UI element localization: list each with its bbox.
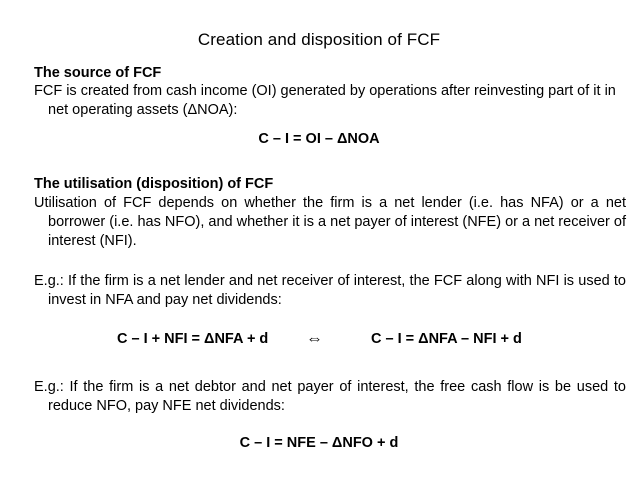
source-text: FCF is created from cash income (OI) generated by operations after reinvesting part of it in net operating assets (ΔNOA): — [34, 83, 616, 118]
equivalence-symbol: ⇔ — [306, 329, 323, 348]
source-heading: The source of FCF — [34, 65, 162, 81]
example2-equation: C – I = NFE – ΔNFO + d — [239, 435, 399, 451]
slide-title: Creation and disposition of FCF — [197, 30, 441, 49]
example1-equation-right: C – I = ΔNFA – NFI + d — [371, 331, 522, 347]
utilisation-text: Utilisation of FCF depends on whether the firm is a net lender (i.e. has NFA) or a net borrower (i.e. has NFO), and whether it is a net payer of interest (NFE) or a net receiver of interest (NFI). — [34, 195, 626, 249]
utilisation-heading: The utilisation (disposition) of FCF — [34, 176, 274, 192]
oi-equation: C – I = OI – ΔNOA — [258, 131, 380, 147]
example2-text: E.g.: If the firm is a net debtor and net payer of interest, the free cash flow is be used to reduce NFO, pay NFE net dividends: — [34, 379, 626, 414]
example1-equation-left: C – I + NFI = ΔNFA + d — [117, 331, 269, 347]
example1-text: E.g.: If the firm is a net lender and net receiver of interest, the FCF along with NFI is used to invest in NFA and pay net dividends: — [34, 273, 626, 308]
